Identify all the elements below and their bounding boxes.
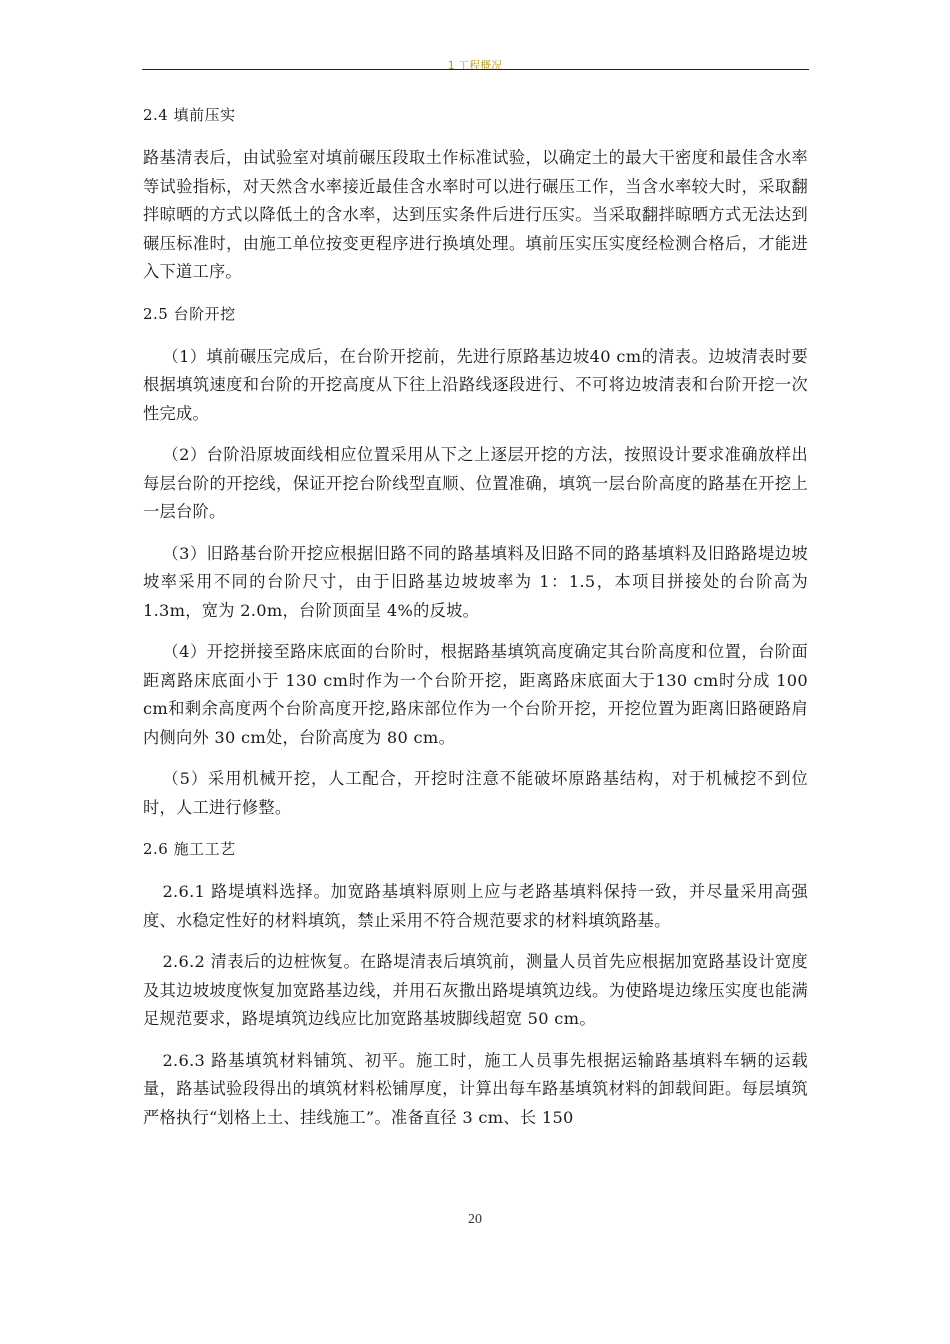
- section-heading: 2.5 台阶开挖: [143, 304, 236, 323]
- page-header-title: 1 工程概况: [447, 59, 503, 72]
- document-body: [143, 104, 808, 1145]
- header-rule: [142, 69, 809, 70]
- page-number: 20: [468, 1212, 482, 1227]
- paragraph: （2）台阶沿原坡面线相应位置采用从下之上逐层开挖的方法，按照设计要求准确放样出每层台阶的开挖线，保证开挖台阶线型直顺、位置准确，填筑一层台阶高度的路基在开挖上一层台阶。: [143, 445, 808, 521]
- section-heading: 2.4 填前压实: [143, 106, 236, 124]
- section-heading: 2.6 施工工艺: [143, 840, 236, 858]
- paragraph: 2.6.2 清表后的边桩恢复。在路堤清表后填筑前，测量人员首先应根据加宽路基设计宽度及其边坡坡度恢复加宽路基边线，并用石灰撒出路堤填筑边线。为使路堤边缘压实度也能满足规范要求，路堤填筑边线应比加宽路基坡脚线超宽 50 cm。: [143, 952, 808, 1028]
- paragraph: 路基清表后，由试验室对填前碾压段取土作标准试验，以确定土的最大干密度和最佳含水率等试验指标，对天然含水率接近最佳含水率时可以进行碾压工作，当含水率较大时，采取翻拌晾晒的方式以降低土的含水率，达到压实条件后进行压实。当采取翻拌晾晒方式无法达到碾压标准时，由施工单位按变更程序进行换填处理。填前压实压实度经检测合格后，才能进入下道工序。: [143, 148, 808, 281]
- paragraph: （3）旧路基台阶开挖应根据旧路不同的路基填料及旧路不同的路基填料及旧路路堤边坡坡率采用不同的台阶尺寸，由于旧路基边坡坡率为 1：1.5，本项目拼接处的台阶高为 1.3m，宽为 2.0m，台阶顶面呈 4%的反坡。: [143, 543, 808, 620]
- paragraph: （1）填前碾压完成后，在台阶开挖前，先进行原路基边坡40 cm的清表。边坡清表时要根据填筑速度和台阶的开挖高度从下往上沿路线逐段进行、不可将边坡清表和台阶开挖一次性完成。: [143, 346, 808, 423]
- paragraph: （4）开挖拼接至路床底面的台阶时，根据路基填筑高度确定其台阶高度和位置，台阶面距离路床底面小于 130 cm时作为一个台阶开挖，距离路床底面大于130 cm时分成 100 cm和剩余高度两个台阶高度开挖,路床部位作为一个台阶开挖，开挖位置为距离旧路硬路肩内侧向外 30 cm处，台阶高度为 80 cm。: [143, 642, 808, 747]
- paragraph: 2.6.1 路堤填料选择。加宽路基填料原则上应与老路基填料保持一致，并尽量采用高强度、水稳定性好的材料填筑，禁止采用不符合规范要求的材料填筑路基。: [143, 882, 808, 930]
- paragraph: 2.6.3 路基填筑材料铺筑、初平。施工时，施工人员事先根据运输路基填料车辆的运载量，路基试验段得出的填筑材料松铺厚度，计算出每车路基填筑材料的卸载间距。每层填筑严格执行“划格上土、挂线施工”。准备直径 3 cm、长 150: [143, 1050, 808, 1127]
- paragraph: （5）采用机械开挖，人工配合，开挖时注意不能破坏原路基结构，对于机械挖不到位时，人工进行修整。: [143, 769, 808, 817]
